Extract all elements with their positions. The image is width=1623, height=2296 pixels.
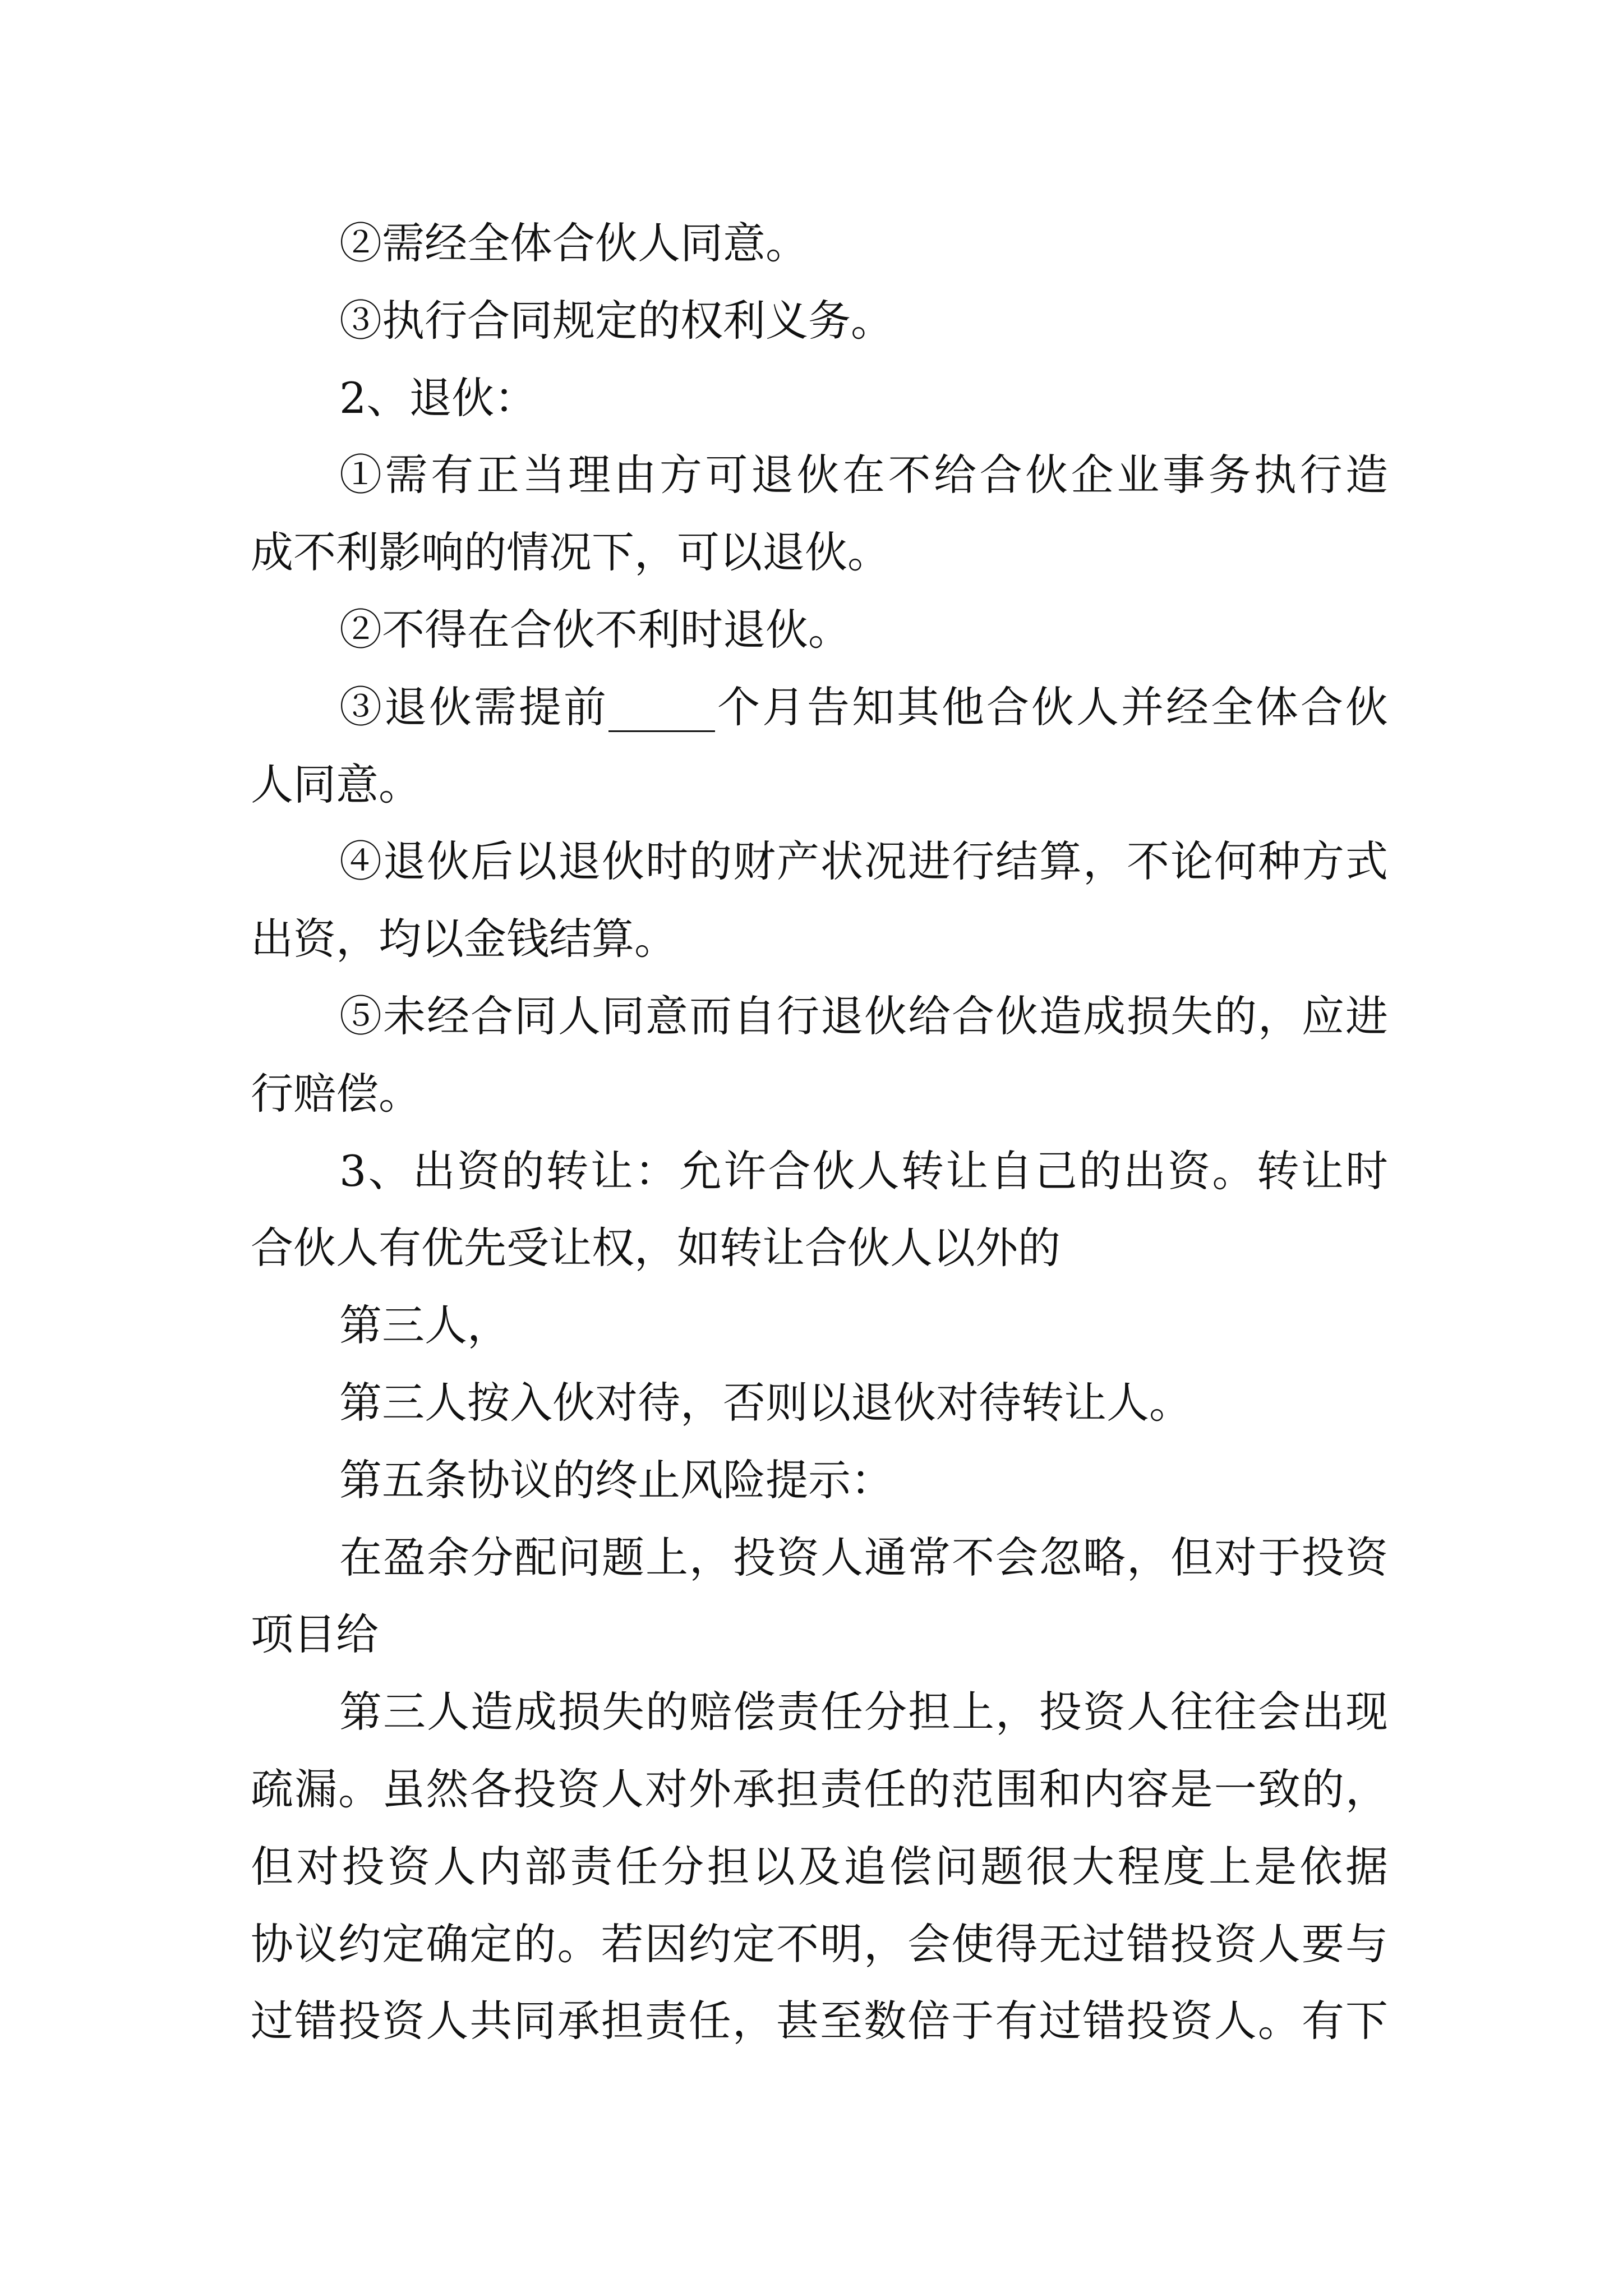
paragraph-line: ⑤未经合同人同意而自行退伙给合伙造成损失的，应进 [339,991,1388,1041]
paragraph-line: 第三人造成损失的赔偿责任分担上，投资人往往会出现 [339,1687,1388,1737]
paragraph-line: ④退伙后以退伙时的财产状况进行结算，不论何种方式 [339,836,1388,887]
paragraph-line: ③退伙需提前_____个月告知其他合伙人并经全体合伙 [339,682,1388,732]
paragraph-line: 疏漏。虽然各投资人对外承担责任的范围和内容是一致的， [251,1764,1388,1814]
paragraph-third-party [251,1287,1388,1364]
paragraph-line: ③执行合同规定的权利义务。 [339,295,893,346]
paragraph-obligations [251,282,1388,360]
paragraph-withdrawal-timing [251,591,1388,669]
paragraph-line: ②需经全体合伙人同意。 [339,218,808,268]
paragraph-line: 行赔偿。 [251,1068,421,1119]
paragraph-capital-transfer [251,1133,1388,1287]
paragraph-third-party-treatment [251,1364,1388,1442]
paragraph-line: 但对投资人内部责任分担以及追偿问题很大程度上是依据 [251,1841,1388,1892]
paragraph-profit-distribution [251,1519,1388,1674]
paragraph-line: 成不利影响的情况下，可以退伙。 [251,527,890,578]
paragraph-line: 项目给 [251,1609,379,1660]
paragraph-line: 人同意。 [251,759,421,809]
section-heading-withdrawal [251,360,1388,437]
paragraph-withdrawal-notice [251,669,1388,823]
paragraph-line: 在盈余分配问题上，投资人通常不会忽略，但对于投资 [339,1532,1388,1582]
paragraph-line: 合伙人有优先受让权，如转让合伙人以外的 [251,1223,1061,1273]
paragraph-settlement [251,823,1388,978]
paragraph-line: ②不得在合伙不利时退伙。 [339,604,851,655]
paragraph-withdrawal-reason [251,436,1388,591]
article-heading: 第五条协议的终止风险提示： [339,1455,893,1505]
paragraph-line: 过错投资人共同承担责任，甚至数倍于有过错投资人。有下 [251,1996,1388,2046]
section-heading: 2、退伙： [339,372,537,423]
paragraph-line: 第三人按入伙对待，否则以退伙对待转让人。 [339,1377,1192,1428]
paragraph-consent [251,205,1388,282]
article-heading-termination [251,1442,1388,1519]
paragraph-line: 协议约定确定的。若因约定不明，会使得无过错投资人要与 [251,1918,1388,1969]
paragraph-line: 3、出资的转让：允许合伙人转让自己的出资。转让时 [339,1145,1388,1196]
paragraph-line: ①需有正当理由方可退伙在不给合伙企业事务执行造 [339,450,1388,500]
paragraph-line: 出资，均以金钱结算。 [251,914,677,964]
paragraph-compensation [251,978,1388,1133]
document-body [251,205,1388,2060]
paragraph-line: 第三人， [339,1300,510,1351]
paragraph-liability [251,1673,1388,2060]
